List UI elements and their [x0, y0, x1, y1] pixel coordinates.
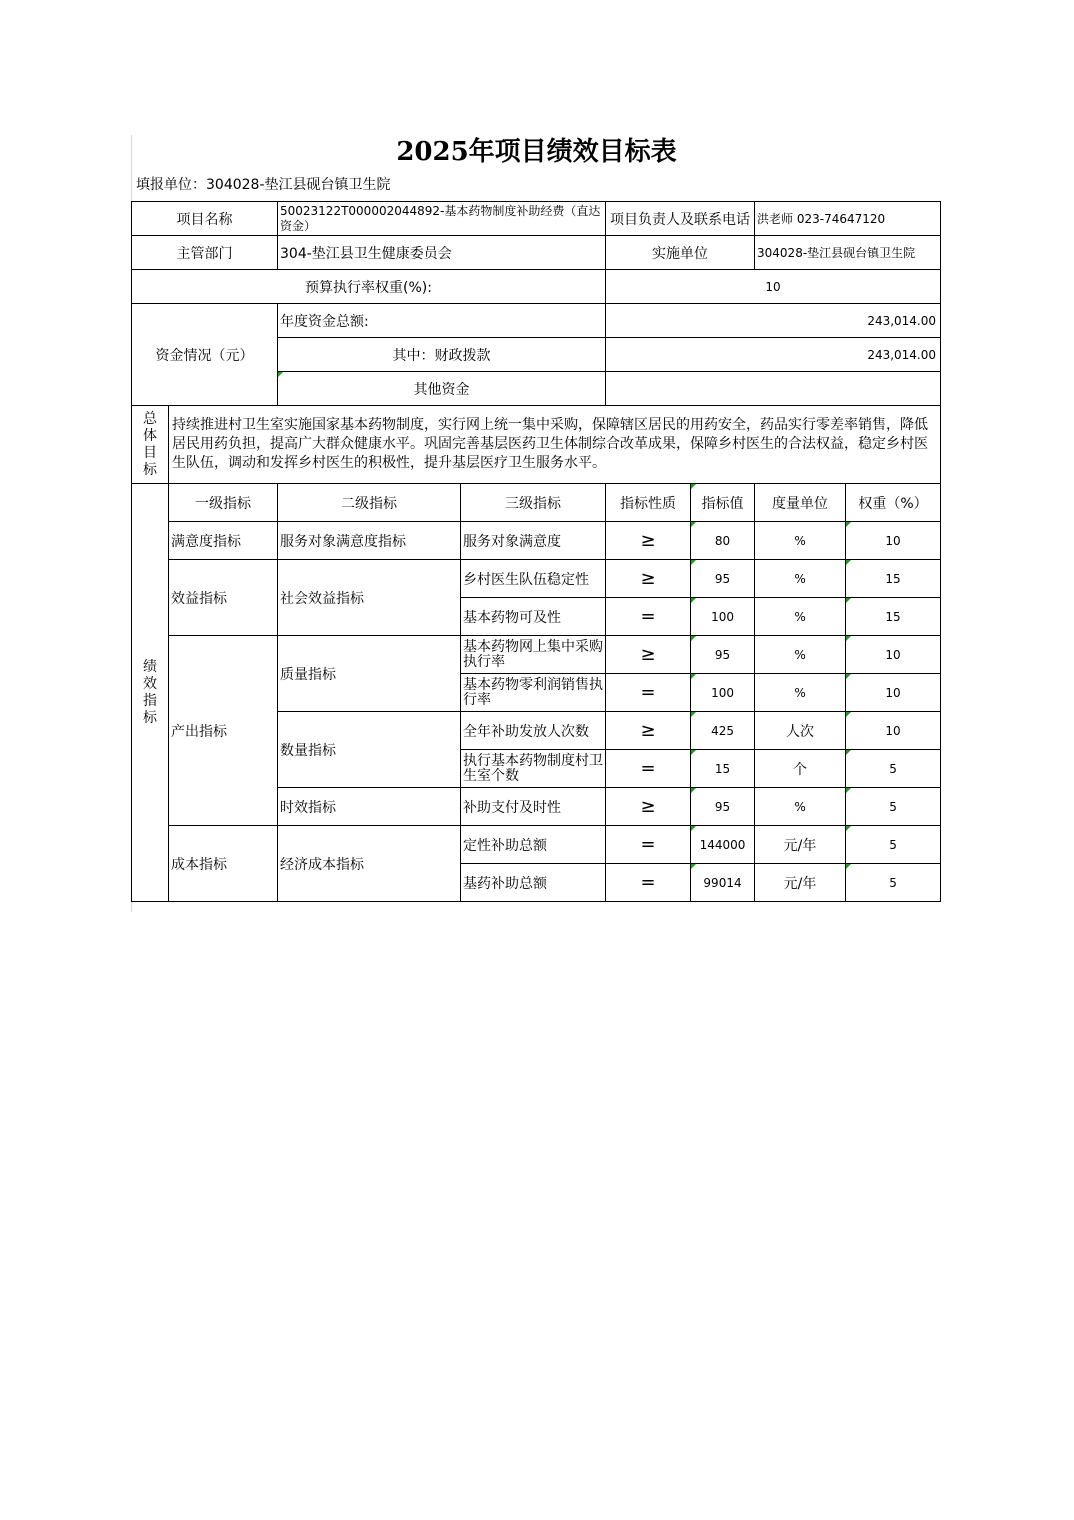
header-value: 指标值 — [691, 484, 755, 522]
weight-cell: 10 — [846, 712, 941, 750]
weight-cell: 10 — [846, 522, 941, 560]
level3-cell: 基药补助总额 — [461, 864, 606, 902]
sheet-bottom-gap — [131, 902, 941, 912]
level3-cell: 补助支付及时性 — [461, 788, 606, 826]
value-cell: 95 — [691, 788, 755, 826]
unit-cell: 元/年 — [755, 826, 846, 864]
overall-goal-label — [132, 406, 169, 484]
level3-cell: 全年补助发放人次数 — [461, 712, 606, 750]
annual-total-label: 年度资金总额: — [278, 304, 606, 338]
level3-cell: 定性补助总额 — [461, 826, 606, 864]
value-cell: 80 — [691, 522, 755, 560]
unit-cell: % — [755, 636, 846, 674]
nature-cell: ≥ — [606, 560, 691, 598]
unit-cell: % — [755, 788, 846, 826]
nature-cell: ≥ — [606, 636, 691, 674]
unit-cell: 个 — [755, 750, 846, 788]
unit-cell: % — [755, 674, 846, 712]
nature-cell: ≥ — [606, 712, 691, 750]
contact-value: 洪老师 023-74647120 — [755, 202, 941, 236]
value-cell: 95 — [691, 560, 755, 598]
level3-cell: 执行基本药物制度村卫生室个数 — [461, 750, 606, 788]
weight-cell: 5 — [846, 750, 941, 788]
level2-cell: 服务对象满意度指标 — [278, 522, 461, 560]
level3-cell: 基本药物零利润销售执行率 — [461, 674, 606, 712]
unit-cell: % — [755, 522, 846, 560]
unit-cell: % — [755, 598, 846, 636]
project-name-value: 50023122T000002044892-基本药物制度补助经费（直达资金） — [278, 202, 606, 236]
overall-goal-label-text: 总 体 目 标 — [143, 410, 157, 478]
level1-cell: 产出指标 — [169, 636, 278, 826]
budget-weight-value: 10 — [606, 270, 941, 304]
value-cell: 144000 — [691, 826, 755, 864]
header-level1: 一级指标 — [169, 484, 278, 522]
nature-cell: ≥ — [606, 522, 691, 560]
level2-cell: 经济成本指标 — [278, 826, 461, 902]
impl-label: 实施单位 — [606, 236, 755, 270]
header-unit: 度量单位 — [755, 484, 846, 522]
fiscal-label: 其中：财政拨款 — [278, 338, 606, 372]
level3-cell: 基本药物网上集中采购执行率 — [461, 636, 606, 674]
weight-cell: 15 — [846, 598, 941, 636]
nature-cell: = — [606, 864, 691, 902]
weight-cell: 10 — [846, 636, 941, 674]
overall-goal-text: 持续推进村卫生室实施国家基本药物制度，实行网上统一集中采购，保障辖区居民的用药安全，药品实行零差率销售，降低居民用药负担，提高广大群众健康水平。巩固完善基层医药卫生体制综合改革成果，保障乡村医生的合法权益，稳定乡村医生队伍，调动和发挥乡村医生的积极性，提升基层医疗卫生服务水平。 — [169, 406, 941, 484]
table-row — [132, 560, 941, 598]
value-cell: 100 — [691, 674, 755, 712]
nature-cell: ≥ — [606, 788, 691, 826]
performance-table — [131, 201, 941, 902]
level2-cell: 数量指标 — [278, 712, 461, 788]
dept-label: 主管部门 — [132, 236, 278, 270]
other-funds-label: 其他资金 — [278, 372, 606, 406]
page-title: 2025年项目绩效目标表 — [131, 135, 941, 169]
nature-cell: = — [606, 750, 691, 788]
table-row — [132, 826, 941, 864]
level3-cell: 基本药物可及性 — [461, 598, 606, 636]
value-cell: 95 — [691, 636, 755, 674]
weight-cell: 10 — [846, 674, 941, 712]
value-cell: 425 — [691, 712, 755, 750]
funds-label: 资金情况（元） — [132, 304, 278, 406]
fill-unit: 填报单位：304028-垫江县砚台镇卫生院 — [131, 169, 941, 201]
level2-cell: 时效指标 — [278, 788, 461, 826]
header-nature: 指标性质 — [606, 484, 691, 522]
table-row — [132, 522, 941, 560]
impl-value: 304028-垫江县砚台镇卫生院 — [755, 236, 941, 270]
nature-cell: = — [606, 826, 691, 864]
weight-cell: 5 — [846, 826, 941, 864]
weight-cell: 15 — [846, 560, 941, 598]
project-name-label: 项目名称 — [132, 202, 278, 236]
indicators-label-text: 绩 效 指 标 — [143, 658, 157, 726]
other-funds-value — [606, 372, 941, 406]
nature-cell: = — [606, 598, 691, 636]
level1-cell: 效益指标 — [169, 560, 278, 636]
level3-cell: 服务对象满意度 — [461, 522, 606, 560]
unit-cell: 元/年 — [755, 864, 846, 902]
unit-cell: 人次 — [755, 712, 846, 750]
level1-cell: 满意度指标 — [169, 522, 278, 560]
unit-cell: % — [755, 560, 846, 598]
value-cell: 15 — [691, 750, 755, 788]
weight-cell: 5 — [846, 864, 941, 902]
budget-weight-label: 预算执行率权重(%): — [132, 270, 606, 304]
contact-label: 项目负责人及联系电话 — [606, 202, 755, 236]
indicators-label — [132, 484, 169, 902]
header-level2: 二级指标 — [278, 484, 461, 522]
nature-cell: = — [606, 674, 691, 712]
performance-target-sheet — [131, 135, 941, 912]
level2-cell: 社会效益指标 — [278, 560, 461, 636]
level3-cell: 乡村医生队伍稳定性 — [461, 560, 606, 598]
value-cell: 100 — [691, 598, 755, 636]
table-row — [132, 636, 941, 674]
header-weight: 权重（%） — [846, 484, 941, 522]
level1-cell: 成本指标 — [169, 826, 278, 902]
annual-total-value: 243,014.00 — [606, 304, 941, 338]
level2-cell: 质量指标 — [278, 636, 461, 712]
header-level3: 三级指标 — [461, 484, 606, 522]
weight-cell: 5 — [846, 788, 941, 826]
dept-value: 304-垫江县卫生健康委员会 — [278, 236, 606, 270]
value-cell: 99014 — [691, 864, 755, 902]
fiscal-value: 243,014.00 — [606, 338, 941, 372]
